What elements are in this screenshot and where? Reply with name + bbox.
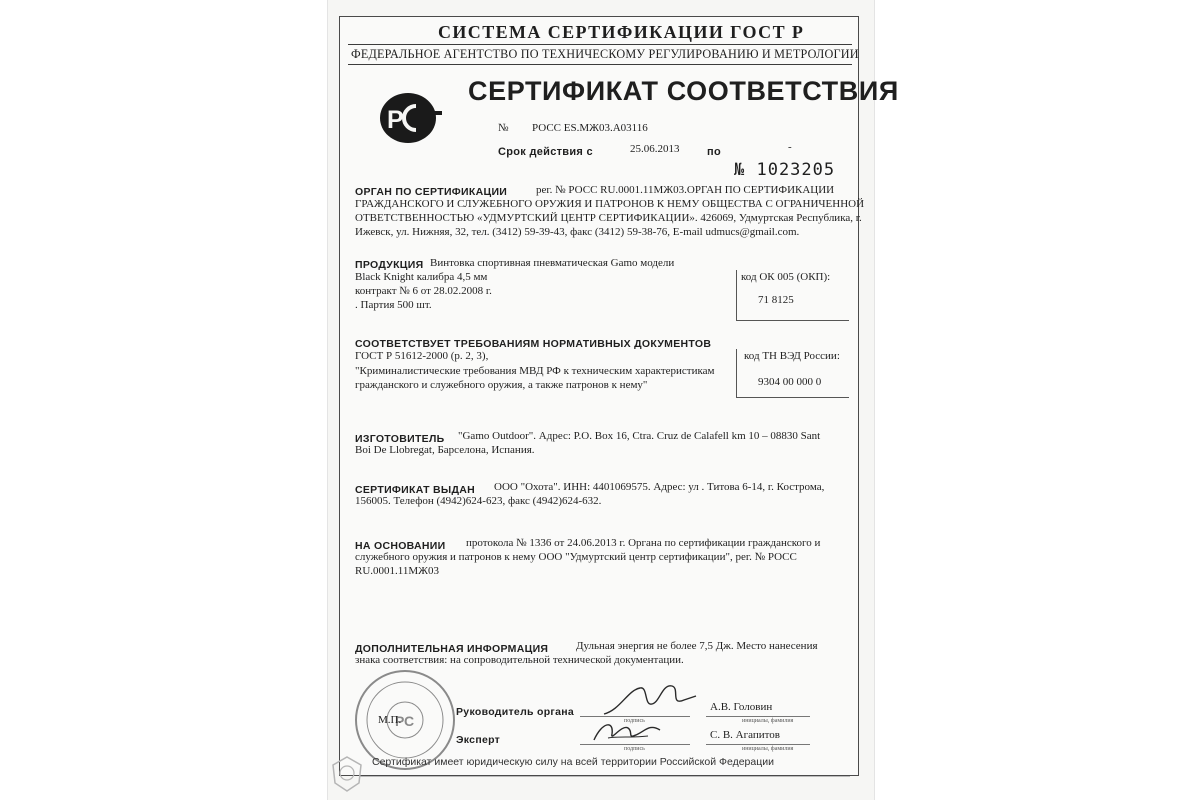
head-sign-caption: подпись bbox=[624, 718, 645, 724]
basis-line-1: протокола № 1336 от 24.06.2013 г. Органа по сертификации гражданского и bbox=[466, 537, 821, 549]
additional-line-1: Дульная энергия не более 7,5 Дж. Место нанесения bbox=[576, 640, 818, 652]
organ-line-4: Ижевск, ул. Нижняя, 32, тел. (3412) 59-39-43, факс (3412) 59-38-76, E-mail udmucs@gmail.com. bbox=[355, 226, 800, 238]
rst-logo-icon bbox=[376, 92, 446, 144]
issued-label: СЕРТИФИКАТ ВЫДАН bbox=[355, 484, 476, 496]
additional-line-2: знака соответствия: на сопроводительной технической документации. bbox=[355, 654, 684, 666]
conformity-line-3: гражданского и служебного оружия, а также патронов к нему" bbox=[355, 379, 648, 391]
expert-sign-caption: подпись bbox=[624, 746, 645, 752]
expert-name-line bbox=[706, 744, 810, 745]
okp-value: 71 8125 bbox=[758, 294, 794, 306]
head-name-line bbox=[706, 716, 810, 717]
valid-from: 25.06.2013 bbox=[630, 143, 680, 155]
valid-to-label: по bbox=[707, 146, 721, 158]
watermark-emblem-icon bbox=[331, 755, 363, 795]
agency-name: ФЕДЕРАЛЬНОЕ АГЕНТСТВО ПО ТЕХНИЧЕСКОМУ РЕГУЛИРОВАНИЮ И МЕТРОЛОГИИ bbox=[351, 47, 859, 61]
additional-label: ДОПОЛНИТЕЛЬНАЯ ИНФОРМАЦИЯ bbox=[355, 643, 549, 655]
head-name: А.В. Головин bbox=[710, 701, 773, 713]
tnved-label: код ТН ВЭД России: bbox=[744, 350, 840, 362]
footer-imprint-line bbox=[360, 776, 850, 777]
tnved-value: 9304 00 000 0 bbox=[758, 376, 822, 388]
number-label: № bbox=[498, 122, 509, 134]
head-label: Руководитель органа bbox=[456, 706, 575, 718]
system-title: СИСТЕМА СЕРТИФИКАЦИИ ГОСТ Р bbox=[438, 22, 805, 42]
valid-to: - bbox=[788, 141, 792, 153]
header-rule-bottom bbox=[348, 64, 852, 65]
product-label: ПРОДУКЦИЯ bbox=[355, 259, 424, 271]
expert-initials-caption: инициалы, фамилия bbox=[742, 746, 794, 752]
organ-line-3: ОТВЕТСТВЕННОСТЬЮ «УДМУРТСКИЙ ЦЕНТР СЕРТИФИКАЦИИ». 426069, Удмуртская Республика, г. bbox=[355, 212, 862, 224]
svg-text:Р: Р bbox=[387, 106, 404, 134]
validity-label: Срок действия с bbox=[498, 146, 593, 158]
certificate-number: РОСС ES.МЖ03.А03116 bbox=[532, 122, 648, 134]
svg-text:РС: РС bbox=[395, 713, 415, 729]
blank-number: № 1023205 bbox=[734, 160, 836, 180]
conformity-label: СООТВЕТСТВУЕТ ТРЕБОВАНИЯМ НОРМАТИВНЫХ ДОКУМЕНТОВ bbox=[355, 338, 712, 350]
issued-line-2: 156005. Телефон (4942)624-623, факс (4942)624-632. bbox=[355, 495, 602, 507]
validity-note: Сертификат имеет юридическую силу на всей территории Российской Федерации bbox=[372, 756, 774, 768]
organ-line-2: ГРАЖДАНСКОГО И СЛУЖЕБНОГО ОРУЖИЯ И ПАТРОНОВ К НЕМУ ОБЩЕСТВА С ОГРАНИЧЕННОЙ bbox=[355, 198, 865, 210]
conformity-line-1: ГОСТ Р 51612-2000 (р. 2, 3), bbox=[355, 350, 489, 362]
okp-label: код ОК 005 (ОКП): bbox=[741, 271, 831, 283]
basis-line-2: служебного оружия и патронов к нему ООО "Удмуртский центр сертификации", рег. № РОСС bbox=[355, 551, 797, 563]
issued-line-1: ООО "Охота". ИНН: 4401069575. Адрес: ул . Титова 6-14, г. Кострома, bbox=[494, 481, 825, 493]
product-line-2: Black Knight калибра 4,5 мм bbox=[355, 271, 488, 283]
header-rule-top bbox=[348, 44, 852, 45]
head-signature bbox=[600, 680, 700, 720]
head-initials-caption: инициалы, фамилия bbox=[742, 718, 794, 724]
organ-label: ОРГАН ПО СЕРТИФИКАЦИИ bbox=[355, 186, 508, 198]
product-line-3: контракт № 6 от 28.02.2008 г. bbox=[355, 285, 492, 297]
manufacturer-line-2: Boi De Llobregat, Барселона, Испания. bbox=[355, 444, 535, 456]
stamp-place-label: М.П. bbox=[378, 714, 402, 726]
manufacturer-line-1: "Gamo Outdoor". Адрес: P.O. Box 16, Ctra. Cruz de Calafell km 10 – 08830 Sant bbox=[458, 430, 821, 442]
expert-label: Эксперт bbox=[456, 734, 501, 746]
basis-line-3: RU.0001.11МЖ03 bbox=[355, 565, 440, 577]
conformity-line-2: "Криминалистические требования МВД РФ к техническим характеристикам bbox=[355, 365, 715, 377]
expert-name: С. В. Агапитов bbox=[710, 729, 780, 741]
expert-signature bbox=[588, 716, 668, 746]
expert-sign-line bbox=[580, 744, 690, 745]
product-line-4: . Партия 500 шт. bbox=[355, 299, 432, 311]
organ-line-1: рег. № РОСС RU.0001.11МЖ03.ОРГАН ПО СЕРТИФИКАЦИИ bbox=[536, 184, 835, 196]
manufacturer-label: ИЗГОТОВИТЕЛЬ bbox=[355, 433, 445, 445]
product-line-1: Винтовка спортивная пневматическая Gamo модели bbox=[430, 257, 675, 269]
certificate-title: СЕРТИФИКАТ СООТВЕТСТВИЯ bbox=[468, 76, 899, 106]
basis-label: НА ОСНОВАНИИ bbox=[355, 540, 446, 552]
